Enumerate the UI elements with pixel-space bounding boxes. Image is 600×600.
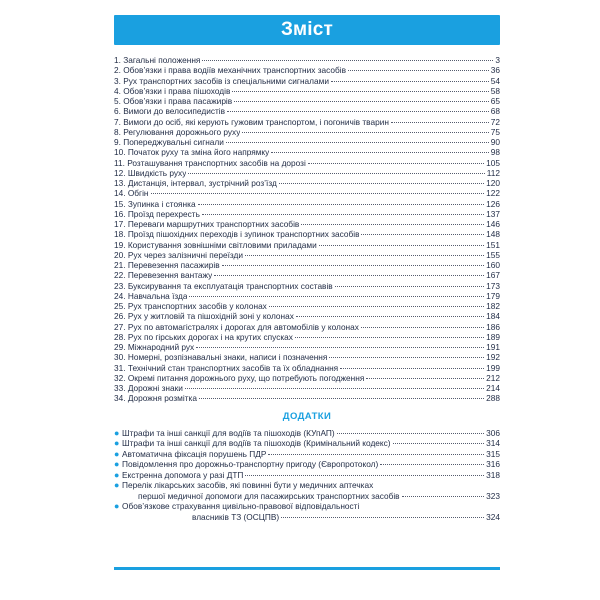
bullet-icon: ● — [114, 480, 120, 490]
toc-entry-page: 214 — [486, 383, 500, 393]
toc-entry-page: 151 — [486, 239, 500, 250]
toc-entry-label: 6. Вимоги до велосипедистів — [114, 106, 226, 117]
dot-leader — [185, 388, 484, 389]
toc-entry-label: 4. Обов’язки і права пішоходів — [114, 85, 231, 96]
toc-entry-label: 2. Обов’язки і права водіїв механічних транспортних засобів — [114, 65, 346, 76]
dot-leader — [281, 517, 484, 518]
dot-leader — [227, 111, 489, 112]
toc-entry — [114, 311, 500, 321]
dot-leader — [380, 464, 484, 465]
toc-entry-label: 19. Користування зовнішніми світловими приладами — [114, 239, 317, 250]
toc-entry-page: 3 — [495, 55, 500, 65]
toc-entry-label: 24. Навчальна їзда — [114, 290, 188, 301]
dot-leader — [242, 132, 488, 133]
toc-entry-label: 34. Дорожня розмітка — [114, 393, 197, 404]
toc-entry-page: 137 — [486, 208, 500, 219]
dot-leader — [402, 496, 485, 497]
appendix-item-page: 315 — [486, 448, 500, 459]
toc-entry-page: 189 — [486, 331, 500, 342]
title-bar — [114, 15, 500, 45]
toc-entry-label: 20. Рух через залізничні переїзди — [114, 249, 243, 260]
dot-leader — [232, 91, 488, 92]
appendix-item-label-cont: власників ТЗ (ОСЦПВ) — [192, 511, 280, 522]
dot-leader — [393, 443, 485, 444]
toc-entry — [114, 178, 500, 188]
appendix-item-page: 318 — [486, 469, 500, 480]
toc-entry — [114, 158, 500, 168]
toc-entry — [114, 106, 500, 116]
toc-entry-label: 7. Вимоги до осіб, які керують гужовим транспортом, і погоничів тварин — [114, 116, 389, 127]
dot-leader — [269, 306, 484, 307]
toc-entry — [114, 199, 500, 209]
toc-entry — [114, 363, 500, 373]
appendix-item-page: 316 — [486, 459, 500, 469]
toc-entry — [114, 137, 500, 147]
bullet-icon: ● — [114, 427, 120, 438]
toc-entry-page: 146 — [486, 219, 500, 229]
toc-entry — [114, 322, 500, 332]
toc-entry-label: 25. Рух транспортних засобів у колонах — [114, 301, 267, 311]
toc-entry — [114, 352, 500, 362]
dot-leader — [196, 347, 484, 348]
toc-entry-page: 179 — [486, 290, 500, 301]
toc-entry-label: 26. Рух у житловій та пішохідній зоні у колонах — [114, 311, 294, 322]
toc-entry-label: 14. Обгін — [114, 188, 149, 199]
toc-entry-label: 5. Обов’язки і права пасажирів — [114, 96, 233, 106]
toc-entry — [114, 229, 500, 239]
toc-entry-label: 29. Міжнародний рух — [114, 342, 195, 352]
toc-entry-label: 18. Проїзд пішохідних переходів і зупинок транспортних засобів — [114, 229, 360, 240]
toc-entry-page: 68 — [490, 106, 500, 117]
toc-entry-page: 122 — [486, 188, 500, 199]
toc-entry-page: 90 — [490, 137, 500, 147]
dot-leader — [214, 275, 484, 276]
dot-leader — [268, 454, 484, 455]
dot-leader — [198, 204, 485, 205]
dot-leader — [361, 327, 484, 328]
dot-leader — [271, 152, 488, 153]
bullet-icon: ● — [114, 448, 120, 459]
dot-leader — [348, 70, 489, 71]
toc-entry — [114, 86, 500, 96]
appendix-item-page: 323 — [486, 490, 500, 501]
toc-entry-label: 28. Рух по гірських дорогах і на крутих спусках — [114, 331, 293, 342]
toc-entry — [114, 168, 500, 178]
toc-entry-page: 167 — [486, 270, 500, 281]
toc-entry — [114, 96, 500, 106]
toc-entry-page: 65 — [490, 96, 500, 106]
toc-entry-page: 186 — [486, 321, 500, 332]
toc-entry — [114, 291, 500, 301]
toc-entry-page: 160 — [486, 260, 500, 270]
toc-entry-page: 212 — [486, 372, 500, 383]
dot-leader — [234, 101, 489, 102]
dot-leader — [199, 398, 484, 399]
toc-entry — [114, 188, 500, 198]
toc-entry — [114, 250, 500, 260]
dot-leader — [361, 234, 484, 235]
toc-entry-label: 3. Рух транспортних засобів із спеціальними сигналами — [114, 75, 329, 86]
dot-leader — [335, 286, 484, 287]
toc-entry — [114, 260, 500, 270]
toc-entry-label: 31. Технічний стан транспортних засобів та їх обладнання — [114, 362, 339, 373]
toc-entry-label: 22. Перевезення вантажу — [114, 270, 213, 281]
toc-entry-page: 199 — [486, 362, 500, 373]
toc-entry-label: 32. Окремі питання дорожнього руху, що потребують погодження — [114, 372, 365, 383]
toc-entry — [114, 209, 500, 219]
toc-entry — [114, 373, 500, 383]
dot-leader — [189, 296, 484, 297]
toc-entry-page: 173 — [486, 280, 500, 291]
toc-entry — [114, 342, 500, 352]
dot-leader — [329, 357, 484, 358]
appendix-item-label: Повідомлення про дорожньо-транспортну пригоду (Європротокол) — [122, 459, 379, 469]
dot-leader — [226, 142, 489, 143]
toc-entry-page: 58 — [490, 85, 500, 96]
toc-page — [114, 15, 500, 522]
toc-entry-page: 126 — [486, 198, 500, 209]
dot-leader — [202, 60, 493, 61]
appendix-item — [114, 470, 500, 481]
bullet-icon: ● — [114, 469, 120, 480]
toc-entry-page: 191 — [486, 342, 500, 352]
appendix-item — [114, 438, 500, 449]
toc-entry-label: 11. Розташування транспортних засобів на дорозі — [114, 157, 306, 168]
toc-entry-label: 33. Дорожні знаки — [114, 383, 183, 393]
dot-leader — [188, 173, 484, 174]
toc-entry-page: 36 — [490, 65, 500, 76]
toc-entry — [114, 281, 500, 291]
appendix-item-page: 306 — [486, 427, 500, 438]
dot-leader — [391, 122, 489, 123]
appendix-item — [114, 501, 500, 522]
dot-leader — [245, 255, 484, 256]
appendix-item-label: Штрафи та інші санкції для водіїв та пішоходів (Кримінальний кодекс) — [122, 438, 391, 448]
dot-leader — [337, 433, 485, 434]
toc-entry-label: 13. Дистанція, інтервал, зустрічний роз’їзд — [114, 178, 277, 188]
bottom-rule — [114, 567, 500, 570]
dot-leader — [308, 163, 484, 164]
toc-entry-page: 155 — [486, 249, 500, 260]
toc-entry — [114, 76, 500, 86]
toc-entry-label: 21. Перевезення пасажирів — [114, 260, 220, 270]
toc-entry-label: 16. Проїзд перехресть — [114, 208, 200, 219]
toc-entry-page: 184 — [486, 311, 500, 322]
dot-leader — [331, 81, 489, 82]
toc-entry-page: 72 — [490, 116, 500, 127]
toc-entry — [114, 55, 500, 65]
dot-leader — [151, 193, 485, 194]
dot-leader — [340, 368, 484, 369]
toc-entry-page: 182 — [486, 301, 500, 311]
toc-entry — [114, 117, 500, 127]
dot-leader — [279, 183, 484, 184]
toc-entry — [114, 301, 500, 311]
appendix-item — [114, 428, 500, 439]
dot-leader — [301, 224, 484, 225]
toc-entry-page: 54 — [490, 75, 500, 86]
appendix-item-label: Перелік лікарських засобів, які повинні бути у медичних аптечках — [122, 480, 374, 490]
toc-entry-page: 148 — [486, 229, 500, 240]
toc-entry — [114, 65, 500, 75]
toc-entry-label: 9. Попереджувальні сигнали — [114, 137, 224, 147]
toc-entry — [114, 383, 500, 393]
toc-list — [114, 55, 500, 404]
toc-entry-label: 12. Швидкість руху — [114, 167, 187, 178]
toc-entry — [114, 127, 500, 137]
toc-entry — [114, 393, 500, 403]
toc-entry-page: 98 — [490, 147, 500, 158]
appendix-item — [114, 449, 500, 460]
appendix-list — [114, 428, 500, 481]
toc-entry-page: 120 — [486, 178, 500, 188]
toc-entry-label: 15. Зупинка і стоянка — [114, 198, 196, 209]
toc-entry-page: 112 — [486, 167, 500, 178]
appendix-item — [114, 480, 500, 501]
appendix-title: ДОДАТКИ — [282, 410, 332, 422]
toc-entry — [114, 332, 500, 342]
toc-entry-label: 10. Початок руху та зміна його напрямку — [114, 147, 270, 158]
toc-entry-label: 1. Загальні положення — [114, 55, 201, 65]
toc-entry-page: 192 — [486, 352, 500, 363]
toc-entry-page: 105 — [486, 157, 500, 168]
appendix-item — [114, 459, 500, 470]
page-title: Зміст — [280, 19, 334, 40]
appendix-item-page: 324 — [486, 511, 500, 522]
dot-leader — [296, 316, 484, 317]
appendix-item-label: Штрафи та інші санкції для водіїв та пішоходів (КУпАП) — [122, 427, 335, 438]
appendix-item-label-cont: першої медичної допомоги для пасажирських транспортних засобів — [138, 490, 400, 501]
dot-leader — [366, 378, 484, 379]
toc-entry-label: 17. Переваги маршрутних транспортних засобів — [114, 219, 300, 229]
toc-entry-page: 288 — [486, 393, 500, 404]
toc-entry — [114, 240, 500, 250]
toc-entry-page: 75 — [490, 126, 500, 137]
toc-entry — [114, 270, 500, 280]
toc-entry — [114, 147, 500, 157]
bullet-icon: ● — [114, 438, 120, 448]
toc-entry — [114, 219, 500, 229]
dot-leader — [222, 265, 485, 266]
dot-leader — [295, 337, 484, 338]
appendix-item-page: 314 — [486, 438, 500, 448]
toc-entry-label: 30. Номерні, розпізнавальні знаки, написи і позначення — [114, 352, 328, 363]
dot-leader — [245, 475, 484, 476]
appendix-item-label: Обов’язкове страхування цивільно-правової відповідальності — [122, 501, 360, 511]
toc-entry-label: 23. Буксирування та експлуатація транспортних составів — [114, 280, 333, 291]
appendix-item-label: Автоматична фіксація порушень ПДР — [122, 448, 267, 459]
toc-entry-label: 27. Рух по автомагістралях і дорогах для автомобілів у колонах — [114, 321, 359, 332]
toc-entry-label: 8. Регулювання дорожнього руху — [114, 126, 241, 137]
appendix-item-label: Екстренна допомога у разі ДТП — [122, 469, 244, 480]
bullet-icon: ● — [114, 459, 120, 469]
bullet-icon: ● — [114, 501, 120, 511]
dot-leader — [319, 245, 484, 246]
dot-leader — [202, 214, 484, 215]
